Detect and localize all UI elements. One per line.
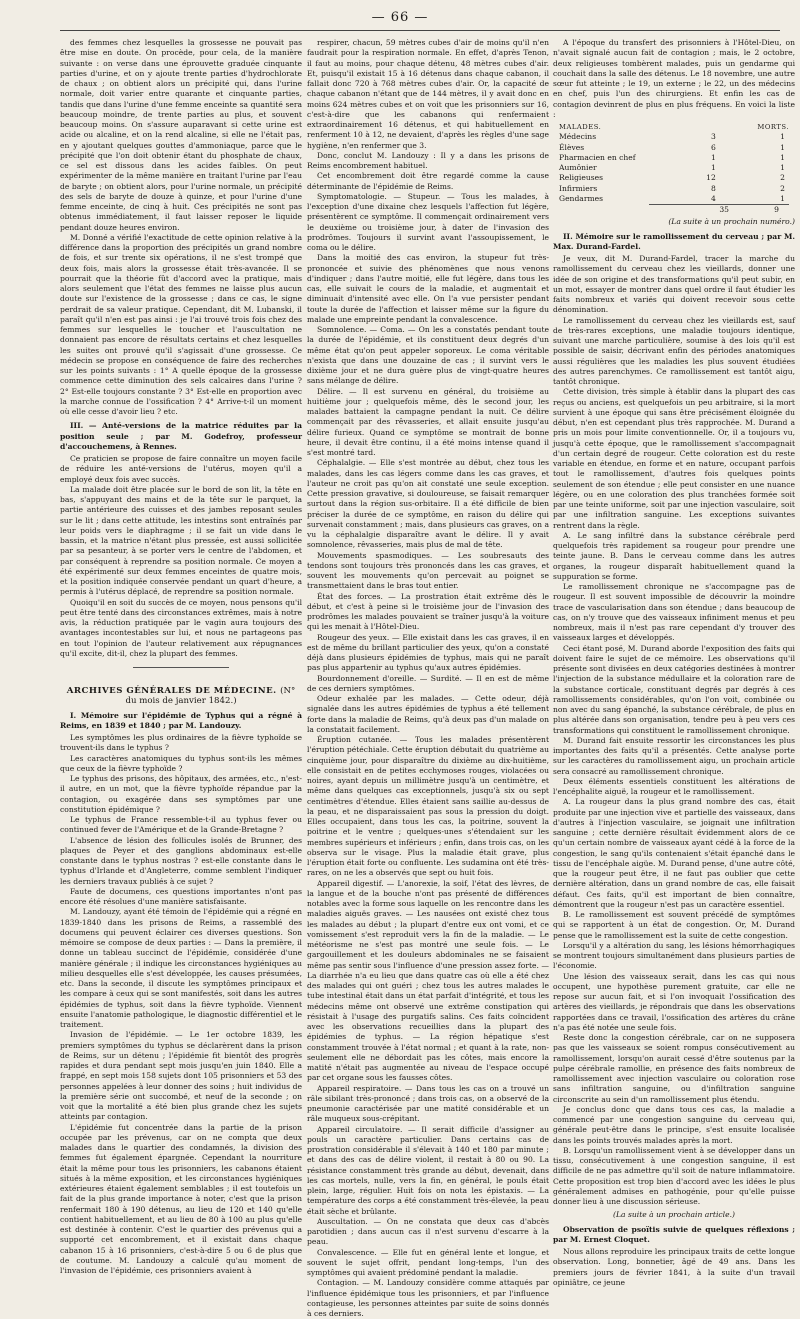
row-malades: 3 [710,132,716,142]
paragraph: Ce praticien se propose de faire connaître un moyen facile de réduire les anté-versions de l'utérus, moyen qu'il a employé deux fois avec succès. [60,454,302,484]
paragraph: Les symptômes les plus ordinaires de la fièvre typhoïde se trouvent-ils dans le typhus ? [60,733,302,753]
table-row [559,194,795,204]
row-morts: 1 [780,193,786,203]
paragraph: M. Donné a vérifié l'exactitude de cette opinion relative à la différence dans la proportion des précipités un grand nombre de fois, et sur trente six opérations, il ne s'est trompé que deux fois, mais alors la grossesse était très-avancée. Il se pourrait que la théorie fût d'accord avec la pratique, mais alors seulement que l'état des femmes ne laisse plus aucun doute sur l'existence de la grossesse ; dans ce cas, le signe perdrait de sa valeur pratique. Cependant, dit M. Lubanski, il paraît qu'il n'en est pas ainsi : je l'ai trouvé trois fois chez des femmes sur lesquelles le toucher et l'auscultation ne donnaient pas encore de résultats certains et chez lesquelles les suites ont prouvé qu'il s'agissait d'une grossesse. Ce médecin se propose en conséquence de faire des recherches sur les points suivants : 1° A quelle époque de la grossesse commence cette diminution des sels calcaires dans l'urine ? 2° Est-elle toujours constante ? 3° Est-elle en proportion avec la marche connue de l'ossification ? 4° Arrive-t-il un moment où elle cesse d'avoir lieu ? etc. [60,232,302,416]
paragraph: Appareil digestif. — L'anorexie, la soif, l'état des lèvres, de la langue et de la bouche n'ont pas présenté de différences notables avec la forme sous laquelle on les rencontre dans les maladies aiguës graves. — Les nausées ont existé chez tous les malades au début ; la plupart d'entre eux ont vomi, et ce vomissement s'est reproduit vers la fin de la maladie. — Le météorisme ne s'est pas montré une seule fois. — Le gargouillement et les douleurs abdominales ne se faisaient même pas sentir sous l'influence d'une pression assez forte. — La diarrhée n'a eu lieu que dans quatre cas où elle a été chez des malades qui ont guéri ; chez tous les autres malades le tube intestinal était dans un état parfait d'intégrité, et tous les médecins même ont observé une extrême constipation qui résistait à l'usage des purgatifs salins. Ces faits coïncident avec les observations recueillies dans la plupart des épidémies de typhus. — La région hépatique s'est constamment trouvée à l'état normal ; et quant à la rate, non-seulement elle ne débordait pas les côtes, mais encore la matité n'était pas augmentée au niveau de l'espace occupé par cet organe sous les fausses côtes. [307,878,549,1083]
row-category: Pharmacien en chef [559,152,636,162]
paragraph: A l'époque du transfert des prisonniers à l'Hôtel-Dieu, on n'avait signalé aucun fait de contagion ; mais, le 2 octobre, deux religieuses tombèrent malades, puis un gendarme qui couchait dans la salle des détenus. Le 18 novembre, une autre sœur fut atteinte ; le 19, un externe ; le 22, un des médecins en chef, puis l'un des chirurgiens. Et enfin les cas de contagion devinrent de plus en plus fréquens. En voici la liste : [553,38,795,119]
paragraph: Le typhus des prisons, des hôpitaux, des armées, etc., n'est-il autre, en un mot, que la fièvre typhoïde répandue par la contagion, ou exagérée dans ses symptômes par une constitution épidémique ? [60,774,302,814]
section-heading-i: I. Mémoire sur l'épidémie de Typhus qui a régné à Reims, en 1839 et 1840 ; par M. Landouzy. [60,710,302,730]
paragraph: Appareil circulatoire. — Il serait difficile d'assigner au pouls un caractère particulier. Dans certains cas de prostration considérable il s'élevait à 140 et 180 par minute ; et dans des cas de délire violent, il restait à 80 ou 90. La résistance constamment très grande au début, devenait, dans les cas mortels, nulle, vers la fin, en général, le pouls était plein, large, régulier. Huit fois on nota les épistaxis. — La température des corps a été constamment très-élevée, la peau était sèche et brûlante. [307,1124,549,1216]
row-morts: 2 [780,173,786,183]
journal-title: ARCHIVES GÉNÉRALES DE MÉDECINE. [66,686,277,696]
row-category: Gendarmes [559,193,604,203]
continued-note: (La suite à un prochain article.) [613,1210,735,1220]
table-row [559,163,795,173]
paragraph: Le ramollissement chronique ne s'accompagne pas de rougeur. Il est souvent impossible de découvrir la moindre trace de vascularisation dans son étendue ; dans beaucoup de cas, on n'y trouve que des vaisseaux infiniment menus et peu nombreux, mais il n'est pas rare cependant d'y trouver des vaisseaux larges et développés. [553,582,795,643]
total-morts: 9 [774,205,779,214]
paragraph: A. Le sang infiltré dans la substance cérébrale perd quelquefois très rapidement sa rougeur pour prendre une teinte jaune. B. Dans le cerveau comme dans les autres organes, la rougeur disparaît habituellement quand la suppuration se forme. [553,530,795,581]
paragraph: Rougeur des yeux. — Elle existait dans les cas graves, il en est de même du brillant particulier des yeux, qu'on a constaté déjà dans plusieurs épidémies de typhus, mais qui ne paraît pas plus appartenir au typhus qu'aux autres épidémies. [307,632,549,673]
paragraph: Auscultation. — On ne constata que deux cas d'abcès parotidien ; dans aucun cas il n'est survenu d'escarre à la peau. [307,1216,549,1247]
paragraph: Appareil respiratoire. — Dans tous les cas on a trouvé un râle sibilant très-prononcé ; dans trois cas, on a observé de la pneumonie caractérisée par une matité considérable et un râle muqueux sous-crépitant. [307,1083,549,1124]
row-category: Élèves [559,142,585,152]
paragraph: Convalescence. — Elle fut en général lente et longue, et souvent le sujet offrit, pendant long-temps, l'un des symptômes qui avaient prédominé pendant la maladie. [307,1247,549,1277]
section-divider [133,667,230,668]
paragraph: B. Le ramollissement est souvent précédé de symptômes qui se rapportent à un état de congestion. Or, M. Durand pense que le ramollissement est la suite de cette congestion. [553,910,795,940]
row-morts: 1 [780,152,786,162]
row-malades: 1 [710,152,716,162]
paragraph: respirer, chacun, 59 mètres cubes d'air de moins qu'il n'en faudrait pour la respiration normale. En effet, d'après Tenon, il faut au moins, pour chaque détenu, 48 mètres cubes d'air. Et, puisqu'il existait 15 à 16 détenus dans chaque cabanon, il fallait donc 720 à 768 mètres cubes d'air. Or, la capacité de chaque cabanon n'étant que de 144 mètres, il y avait donc en moins 624 mètres cubes et on voit que les prisonniers sur 16, c'est-à-dire que les cabanons qui renfermaient extraordinairement 16 détenus, et qui habituellement en renferment 10 à 12, ne devaient, d'après les règles d'une sage hygiène, n'en renfermer que 3. [307,38,549,150]
row-morts: 1 [780,132,786,142]
paragraph: Nous allons reproduire les principaux traits de cette longue observation. Long, bonnetier, âgé de 49 ans. Dans les premiers jours de février 1841, à la suite d'un travail opiniâtre, ce jeune [553,1247,795,1287]
paragraph: Faute de documens, ces questions importantes n'ont pas encore été résolues d'une manière satisfaisante. [60,886,302,906]
row-malades: 6 [710,142,716,152]
continued-note: (La suite à un prochain numéro.) [668,217,795,227]
paragraph: Le typhus de France ressemble-t-il au typhus fever ou continued fever de l'Amérique et de la Grande-Bretagne ? [60,815,302,835]
paragraph: Délire. — Il est survenu en général, du troisième au huitième jour ; quelquefois même, dès le second jour, les malades battaient la campagne pendant la nuit. Ce délire commençait par des rêvasseries, et allait ensuite jusqu'au délire furieux. Quand ce symptôme se montrait de bonne heure, il devait être continu, il a été moins intense quand il s'est montré tard. [307,386,549,457]
paragraph: Donc, conclut M. Landouzy : Il y a dans les prisons de Reims encombrement habituel. [307,150,549,170]
table-row [559,153,795,163]
section-heading-observation: Observation de psoïtis suivie de quelques réflexions ; par M. Ernest Cloquet. [553,1224,795,1244]
total-malades: 35 [719,205,729,214]
section-heading-iii: III. — Anté-versions de la matrice réduites par la position seule ; par M. Godefroy, professeur d'accouchemens, à Rennes. [60,421,302,451]
paragraph: A. La rougeur dans la plus grand nombre des cas, était produite par une injection vive et partielle des vaisseaux, dans d'autres à l'injection vasculaire, se joignait une infiltration sanguine ; cette dernière résultait évidemment alors de ce qu'un certain nombre de vaisseaux ayant cédé à la force de la congestion, le sang qu'ils contenaient s'était épanché dans le tissu de l'encéphale aigüe. M. Durand pense, d'une autre côté, que la rougeur peut être, il ne faut pas oublier que cette dernière altération, dans un grand nombre de cas, elle faisait défaut. Ces faits, qu'il est important de bien connaître, démontrent que la rougeur n'est pas un caractère essentiel. [553,797,795,909]
paragraph: L'épidémie fut concentrée dans la partie de la prison occupée par les prévenus, car on ne compta que deux malades dans le quartier des condamnés, la division des femmes fut également épargnée. Cependant la nourriture était la même pour tous les prisonniers, les cabanons étaient situés à la même exposition, et les circonstances hygiéniques extérieures étaient également semblables ; il est toutefois un fait de la plus grande importance à noter, c'est que la prison renfermait 180 à 190 détenus, au lieu de 120 et 140 qu'elle contient habituellement, et au lieu de 80 à 100 au plus qu'elle est destinée à contenir. C'est le quartier des prévenus qui a supporté cet encombrement, et il existait dans chaque cabanon 15 à 16 prisonniers, c'est-à-dire 5 ou 6 de plus que de coutume. M. Landouzy a calculé qu'au moment de l'invasion de l'épidémie, ces prisonniers avaient à [60,1122,302,1275]
table-header [559,122,795,132]
row-category: Infirmiers [559,183,598,193]
row-category: Aumônier [559,163,597,172]
table-row [559,173,795,183]
header-malades: MALADES. [559,123,602,131]
row-malades: 12 [706,173,716,183]
paragraph: Symptomatologie. — Stupeur. — Tous les malades, à l'exception d'une dixaine chez lesquels l'affection fut légère, présentèrent ce symptôme. Il commençait ordinairement vers le deuxième ou troisième jour, à dater de l'invasion des prodrômes. Toujours il survint avant l'assoupissement, le coma ou le délire. [307,191,549,252]
table-body [559,132,795,204]
paragraph: L'absence de lésion des follicules isolés de Brunner, des plaques de Peyer et des ganglions abdominaux est-elle constante dans le typhus nostras ? est-elle constante dans le typhus d'Irlande et d'Angleterre, comme semblent l'indiquer les derniers travaux publiés à ce sujet ? [60,835,302,886]
contagion-table [559,122,795,215]
paragraph: Cette division, très simple à établir dans la plupart des cas reçus ou anciens, est quelquefois un peu arbitraire, si la mort survient à une époque qui sans être précisément éloignée du début, n'en est cependant plus très rapprochée. M. Durand a pris un mois pour limite conventionnelle. Or, il a toujours vu, jusqu'à cette époque, que le ramollissement s'accompagnait d'un certain degré de rougeur. Cette coloration est du reste variable en étendue, en forme et en nature, occupant parfois tout le ramollissement, d'autres fois quelques points seulement de son étendue ; elle peut consister en une nuance légère, ou en une coloration des plus tranchées formée soit par une teinte uniforme, soit par une injection vasculaire, soit par une infiltration sanguine. Les exceptions suivantes rentrent dans la règle. [553,387,795,530]
paragraph: Une lésion des vaisseaux serait, dans les cas qui nous occupent, une hypothèse purement gratuite, car elle ne repose sur aucun fait, et si l'on invoquait l'ossification des artères des vieillards, je répondrais que dans les observations rapportées dans ce travail, l'ossification des artères du crâne n'a pas été notée une seule fois. [553,971,795,1032]
paragraph: Je conclus donc que dans tous ces cas, la maladie a commencé par une congestion sanguine du cerveau qui, générale peut-être dans le principe, s'est ensuite localisée dans les points trouvés malades après la mort. [553,1104,795,1145]
header-morts: MORTS. [757,123,789,131]
table-total-row [649,204,789,215]
row-category: Médecins [559,132,597,142]
paragraph: Dans la moitié des cas environ, la stupeur fut très-prononcée et suivie des phénomènes que nous venons d'indiquer ; dans l'autre moitié, elle fut légère, dans tous les cas, elle suivait le cours de la maladie, et augmentait et diminuait d'intensité avec elle. On l'a vue persister pendant toute la durée de l'affection et laisser même sur la figure du malade une empreinte pendant la convalescence. [307,253,549,324]
paragraph: Cet encombrement doit être regardé comme la cause déterminante de l'épidémie de Reims. [307,171,549,191]
table-row [559,132,795,142]
paragraph: Contagion. — M. Landouzy considère comme attaqués par l'influence épidémique tous les prisonniers, et par l'influence contagieuse, les personnes atteintes par suite de soins donnés à ces derniers. [307,1278,549,1318]
paragraph: Bourdonnement d'oreille. — Surdité. — Il en est de même de ces derniers symptômes. [307,673,549,693]
paragraph: M. Landouzy, ayant été témoin de l'épidémie qui a régné en 1839-1840 dans les prisons de Reims, a rassemblé des documens qui peuvent éclairer ces diverses questions. Son mémoire se compose de deux parties : — Dans la première, il donne un tableau succinct de l'épidémie, considérée d'une manière générale ; il indique les circonstances hygiéniques au milieu desquelles elle s'est développée, les causes présumées, etc. Dans la seconde, il discute les symptômes principaux et les compare à ceux qui se sont manifestés, soit dans les autres épidémies de typhus, soit dans la fièvre typhoïde. Viennent ensuite l'anatomie pathologique, le diagnostic différentiel et le traitement. [60,907,302,1029]
paragraph: M. Durand fait ensuite ressortir les circonstances les plus importantes des faits qu'il a présentés. Cette analyse porte sur les caractères du ramollissement aigu, un prochain article sera consacré au ramollissement chronique. [553,735,795,776]
paragraph: des femmes chez lesquelles la grossesse ne pouvait pas être mise en doute. On procède, pour cela, de la manière suivante : on verse dans une éprouvette graduée cinquante parties d'urine, et on y ajoute trente parties d'hydrochlorate de chaux ; on obtient alors un précipité qui, dans l'urine normale, doit varier entre quarante et cinquante parties, tandis que dans l'urine d'une femme enceinte sa quantité sera beaucoup moindre, de trente parties au plus, et souvent beaucoup moins. On s'assure auparavant si cette urine est acide ou alcaline, et on la rend alcaline, si elle ne l'était pas, en y ajoutant quelques gouttes d'ammoniaque, parce que le précipité que l'on doit obtenir étant du phosphate de chaux, ce sel est dissous dans les acides faibles. On peut expérimenter de la même manière en traitant l'urine par l'eau de baryte ; on obtient alors, pour l'urine normale, un précipité des sels de baryte de douze à quinze, et pour l'urine d'une femme enceinte, de cinq à huit. Ces précipités ne sont pas obtenus immédiatement, il faut laisser reposer le liquide pendant douze heures environ. [60,38,302,232]
paragraph: Ceci étant posé, M. Durand aborde l'exposition des faits qui doivent faire le sujet de ce mémoire. Les observations qu'il présente sont divisées en deux catégories destinées à montrer l'injection de la substance médullaire et la coloration rare de la substance corticale, constituant degrés par degrés à ces ramollissements considérables, qu'on l'on voit, combinée ou non avec du sang épanché, la substance cérébrale, de plus en plus altérée dans son organisation, tendre peu à peu vers ces transformations qui constituent le ramollissement chronique. [553,643,795,735]
table-row [559,184,795,194]
column-3 [553,38,795,1287]
paragraph: Odeur exhalée par les malades. — Cette odeur, déjà signalée dans les autres épidémies de typhus a été tellement forte dans la maladie de Reims, qu'à deux pas d'un malade on la constatait facilement. [307,694,549,734]
page-number: — 66 — [371,10,429,25]
paragraph: Les caractères anatomiques du typhus sont-ils les mêmes que ceux de la fièvre typhoïde ? [60,753,302,773]
paragraph: Le ramollissement du cerveau chez les vieillards est, sauf de très-rares exceptions, une maladie toujours identique, suivant une marche particulière, soumise à des lois qu'il est possible de saisir, décrivant enfin des périodes anatomiques aussi régulières que les maladies les plus souvent étudiées des autres parenchymes. Ce ramollissement est tantôt aigu, tantôt chronique. [553,315,795,386]
paragraph: Quoiqu'il en soit du succès de ce moyen, nous pensons qu'il peut être tenté dans des circonstances extrêmes, mais à notre avis, la réduction pratiquée par le vagin aura toujours des avantages incontestables sur lui, et nous ne partageons pas en tout l'opinion de l'auteur relativement aux répugnances qu'il excite, dit-il, chez la plupart des femmes. [60,597,302,658]
row-malades: 8 [710,183,716,193]
row-morts: 1 [780,163,786,172]
row-malades: 4 [710,193,716,203]
paragraph: Lorsqu'il y a altération du sang, les lésions hémorrhagiques se montrent toujours simultanément dans plusieurs parties de l'économie. [553,940,795,971]
row-morts: 1 [780,142,786,152]
row-malades: 1 [710,163,716,172]
paragraph: Somnolence. — Coma. — On les a constatés pendant toute la durée de l'épidémie, et ils constituent deux degrés d'un même état qu'on peut appeler soporeux. Le coma véritable n'exista que dans une douzaine de cas ; il survint vers le dixième jour et ne dura guère plus de vingt-quatre heures sans mélange de délire. [307,325,549,386]
journal-heading [60,686,302,707]
paragraph: B. Lorsqu'un ramollissement vient à se développer dans un tissu, consécutivement à une congestion sanguine, il est difficile de ne pas admettre qu'il soit de nature inflammatoire. Cette proposition est trop bien d'accord avec les idées le plus généralement admises en pathogénie, pour qu'elle puisse donner lieu à une discussion sérieuse. [553,1145,795,1206]
paragraph: Reste donc la congestion cérébrale, car on ne supposera pas que les vaisseaux se soient rompus consécutivement au ramollissement, lorsqu'on aurait cessé d'être soutenus par la pulpe cérébrale ramollie, en présence des faits nombreux de ramollissement avec injection vasculaire ou coloration rose sans infiltration sanguine, ou d'infiltration sanguine circonscrite au sein d'un ramollissement plus étendu. [553,1033,795,1104]
paragraph: Mouvements spasmodiques. — Les soubresauts des tendons sont toujours très prononcés dans les cas graves, et souvent les mouvements qu'on percevait au poignet se transmettaient dans le bras tout entier. [307,550,549,591]
column-1 [60,38,302,1275]
paragraph: Deux éléments essentiels constituent les altérations de l'encéphalite aiguë, la rougeur et le ramollissement. [553,776,795,796]
paragraph: Céphalalgie. — Elle s'est montrée au début, chez tous les malades, dans les cas légers comme dans les cas graves, et l'auteur ne croit pas qu'on ait constaté une seule exception. Cette pression gravative, si douloureuse, se faisait remarquer surtout dans la région sus-orbitaire. Il a été difficile de bien préciser la durée de ce symptôme, en raison du délire qui survenait constamment ; mais, dans plusieurs cas graves, on a vu la céphalalgie disparaître avant le délire. Il y avait somnolence, rêvasseries, mais plus de mal de tête. [307,458,549,550]
row-category: Religieuses [559,173,604,183]
paragraph: État des forces. — La prostration était extrême dès le début, et c'est à peine si le troisième jour de l'invasion des prodrômes les malades pouvaient se traîner jusqu'à la voiture qui les menait à l'Hôtel-Dieu. [307,591,549,632]
paragraph: Invasion de l'épidémie. — Le 1er octobre 1839, les premiers symptômes du typhus se déclarèrent dans la prison de Reims, sur un détenu ; l'épidémie fit bientôt des progrès rapides et dura pendant sept mois jusqu'en juin 1840. Elle a frappé, en sept mois 158 sujets dont 105 prisonniers et 53 des personnes appelées à leur donner des soins ; huit individus de la première série ont succombé, et neuf de la seconde ; on voit que la mortalité a été bien plus grande chez les sujets atteints par contagion. [60,1030,302,1122]
paragraph: Je veux, dit M. Durand-Fardel, tracer la marche du ramollissement du cerveau chez les vieillards, donner une idée de son origine et des transformations qu'il peut subir, en un mot, essayer de montrer dans quel ordre il faut étudier les faits nombreux et variés qui doivent recevoir sous cette dénomination. [553,254,795,315]
header-rule [60,30,780,31]
column-2 [307,38,549,1318]
row-morts: 2 [780,183,786,193]
table-row [559,143,795,153]
journal-issue: (N° du mois de janvier 1842.) [125,686,296,707]
section-heading-ii: II. Mémoire sur le ramollissement du cerveau ; par M. Max. Durand-Fardel. [553,231,795,251]
paragraph: La malade doit être placée sur le bord de son lit, la tête en bas, s'appuyant des mains et de la tête sur le parquet, la partie antérieure des cuisses et des jambes reposant seules sur le lit ; dans cette attitude, les intestins sont entraînés par leur poids vers le diaphragme ; il se fait un vide dans le bassin, et la matrice n'étant plus pressée, est aussi sollicitée par sa pesanteur, à se porter vers le centre de l'abdomen, et par conséquent à reprendre sa position normale. Ce moyen a été expérimenté sur deux femmes enceintes de quatre mois, et la position indiquée conservée pendant un quart d'heure, a permis à l'utérus déplacé, de reprendre sa position normale. [60,484,302,597]
paragraph: Éruption cutanée. — Tous les malades présentèrent l'éruption pétéchiale. Cette éruption débutait du quatrième au cinquième jour, pour disparaître du dixième au dix-huitième, elle consistait en de petites ecchymoses rouges, violacées ou noires, ayant depuis un millimètre jusqu'à un centimètre, et même dans quelques cas exceptionnels, jusqu'à six ou sept centimètres d'étendue. Elles étaient sans saillie au-dessus de la peau, et ne disparaissaient pas sous la pression du doigt. Elles occupaient, dans tous les cas, la poitrine, souvent la poitrine et le ventre ; quelques-unes s'étendaient sur les membres supérieurs et inférieurs ; enfin, dans trois cas, on les observa sur le visage. Plus la maladie était grave, plus l'éruption était forte ou confluente. Les sudamina ont été très-rares, on ne les a observés que sept ou huit fois. [307,735,549,878]
